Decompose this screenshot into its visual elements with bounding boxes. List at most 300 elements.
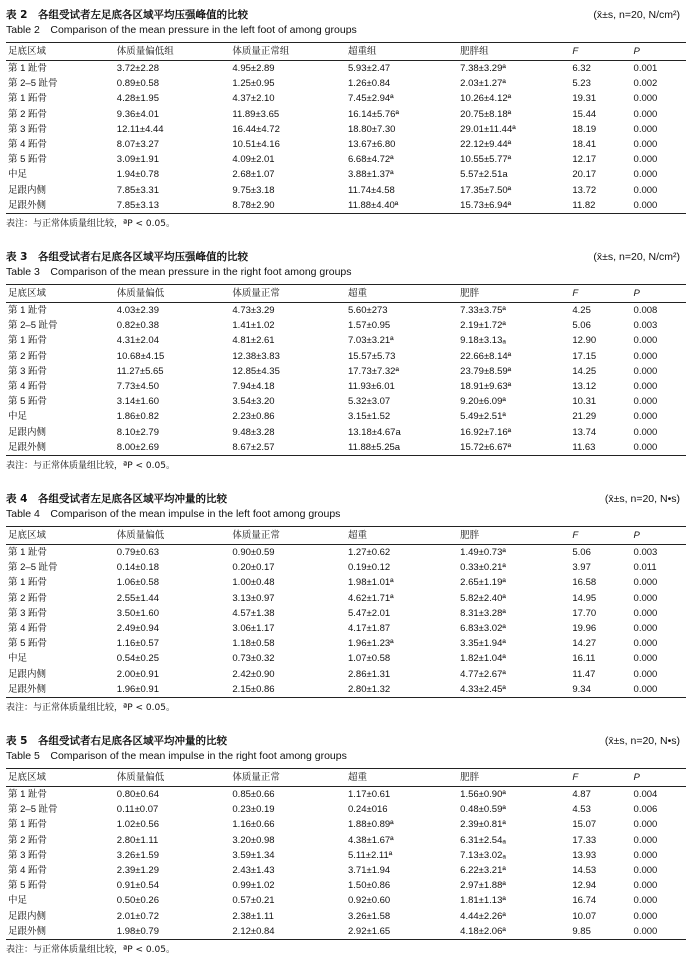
bottom-rule — [6, 213, 686, 214]
table-row — [6, 575, 686, 590]
table-cell: 2.68±1.07 — [232, 169, 275, 181]
table-row — [6, 183, 686, 198]
table-cell: 4.38±1.67ª — [347, 834, 394, 846]
table-cell: 0.90±0.59 — [232, 547, 275, 558]
column-header: P — [633, 530, 640, 541]
table-cell: 0.85±0.66 — [232, 789, 275, 800]
table-cell: 18.91±9.63ª — [460, 381, 512, 393]
table-cell: 14.95 — [572, 592, 597, 604]
table-cell: 中足 — [8, 411, 28, 423]
table-cell: 第 2–5 趾骨 — [8, 804, 58, 816]
table-row — [6, 591, 686, 606]
table-cell: 中足 — [8, 895, 28, 907]
column-header: 肥胖组 — [460, 46, 489, 57]
table-cell: 0.001 — [633, 63, 658, 74]
table-cell: 8.78±2.90 — [232, 199, 275, 211]
table-cell: 17.73±7.32ª — [347, 365, 399, 377]
column-header: F — [572, 772, 579, 783]
table-cell: 5.32±3.07 — [347, 396, 391, 408]
table-row — [6, 636, 686, 651]
table-row — [6, 667, 686, 682]
table-stats-note: (x̄±s, n=20, N•s) — [604, 735, 680, 747]
table-row — [6, 91, 686, 106]
table-cell: 7.94±4.18 — [232, 381, 275, 393]
table-cell: 13.72 — [572, 184, 597, 196]
table-cell: 4.53 — [572, 804, 591, 816]
table-cell: 第 1 趾骨 — [8, 789, 48, 800]
table-cell: 10.26±4.12ª — [460, 93, 512, 105]
table-cell: 5.06 — [572, 547, 591, 558]
table-cell: 2.80±1.11 — [116, 834, 159, 846]
table-cell: 11.63 — [572, 441, 596, 453]
table-cell: 0.73±0.32 — [232, 653, 275, 665]
table-row — [6, 137, 686, 152]
table-title-cn-text: 表 2 各组受试者左足底各区域平均压强峰值的比较 — [6, 9, 248, 21]
table-cell: 0.000 — [633, 910, 658, 922]
table-cell: 1.02±0.56 — [116, 819, 159, 831]
table-cell: 4.81±2.61 — [232, 335, 275, 347]
table-cell: 10.68±4.15 — [116, 350, 165, 362]
table-cell: 15.07 — [572, 819, 597, 831]
table-cell: 0.000 — [633, 865, 658, 877]
table-cell: 4.03±2.39 — [116, 305, 159, 316]
table-cell: 0.11±0.07 — [116, 804, 159, 816]
table-cell: 1.07±0.58 — [347, 653, 391, 665]
table-cell: 8.10±2.79 — [116, 426, 159, 438]
table-cell: 3.54±3.20 — [232, 396, 275, 408]
table-row — [6, 787, 686, 803]
table-cell: 3.71±1.94 — [347, 865, 391, 877]
table-cell: 2.01±0.72 — [116, 910, 159, 922]
table-cell: 0.000 — [633, 819, 658, 831]
table-cell: 第 1 趾骨 — [8, 305, 48, 316]
table-cell: 13.93 — [572, 849, 597, 861]
table-grid — [6, 527, 686, 697]
table-cell: 15.72±6.67ª — [460, 441, 512, 453]
table-row — [6, 303, 686, 319]
table-cell: 3.50±1.60 — [116, 607, 159, 619]
table-cell: 第 1 跖骨 — [8, 93, 48, 105]
table-cell: 2.97±1.88ª — [460, 880, 506, 892]
table-cell: 16.58 — [572, 577, 597, 589]
table-cell: 5.06 — [572, 320, 591, 332]
table-cell: 16.92±7.16ª — [460, 426, 512, 438]
column-header: F — [572, 530, 579, 541]
table-cell: 第 2 跖骨 — [8, 350, 48, 362]
table-cell: 8.31±3.28ª — [460, 607, 506, 619]
table-cell: 0.50±0.26 — [116, 895, 159, 907]
column-header: 体质量正常 — [232, 288, 280, 299]
table-title-en: Table 5 Comparison of the mean impulse in the right foot among groups — [6, 750, 347, 762]
data-table-2 — [6, 8, 686, 231]
table-cell: 第 1 跖骨 — [8, 335, 48, 347]
table-row — [6, 802, 686, 817]
table-title-en: Table 4 Comparison of the mean impulse in the left foot among groups — [6, 508, 341, 520]
table-cell: 11.88±5.25a — [347, 441, 401, 453]
table-cell: 0.99±1.02 — [232, 880, 275, 892]
column-header: 肥胖 — [460, 530, 480, 541]
table-cell: 0.002 — [633, 78, 658, 90]
table-cell: 17.33 — [572, 834, 597, 846]
table-grid — [6, 285, 686, 455]
table-cell: 5.93±2.47 — [347, 63, 391, 74]
table-cell: 9.85 — [572, 925, 591, 937]
table-row — [6, 848, 686, 863]
table-row — [6, 409, 686, 424]
table-cell: 4.37±2.10 — [232, 93, 275, 105]
table-cell: 15.73±6.94ª — [460, 199, 512, 211]
table-cell: 足跟内侧 — [8, 668, 47, 680]
table-cell: 5.49±2.51ª — [460, 411, 506, 423]
table-cell: 0.004 — [633, 789, 658, 800]
table-cell: 6.68±4.72ª — [347, 154, 394, 166]
table-cell: 第 2 跖骨 — [8, 834, 48, 846]
table-cell: 1.41±1.02 — [232, 320, 275, 332]
table-cell: 第 2 跖骨 — [8, 108, 48, 120]
table-cell: 0.000 — [633, 139, 658, 151]
table-cell: 第 4 跖骨 — [8, 865, 48, 877]
table-cell: 0.000 — [633, 154, 658, 166]
table-cell: 1.00±0.48 — [232, 577, 275, 589]
table-cell: 5.11±2.11ª — [347, 849, 393, 861]
table-cell: 13.12 — [572, 381, 597, 393]
table-cell: 10.55±5.77ª — [460, 154, 512, 166]
table-cell: 0.54±0.25 — [116, 653, 159, 665]
table-cell: 0.48±0.59ª — [460, 804, 506, 816]
table-cell: 0.19±0.12 — [347, 562, 391, 574]
table-cell: 3.59±1.34 — [232, 849, 275, 861]
table-cell: 3.97 — [572, 562, 591, 574]
table-cell: 足跟内侧 — [8, 426, 47, 438]
table-cell: 2.15±0.86 — [232, 683, 275, 695]
table-cell: 0.000 — [633, 577, 658, 589]
table-cell: 0.008 — [633, 305, 658, 316]
table-stats-note: (x̄±s, n=20, N/cm²) — [593, 251, 680, 263]
table-title-en: Table 3 Comparison of the mean pressure in the right foot among groups — [6, 266, 352, 278]
table-cell: 18.41 — [572, 139, 597, 151]
table-cell: 第 4 跖骨 — [8, 139, 48, 151]
table-row — [6, 333, 686, 348]
column-header: 足底区域 — [8, 530, 47, 541]
table-cell: 第 1 趾骨 — [8, 547, 48, 558]
table-cell: 3.72±2.28 — [116, 63, 159, 74]
table-cell: 5.82±2.40ª — [460, 592, 506, 604]
table-cell: 29.01±11.44ª — [460, 123, 516, 135]
table-cell: 第 3 跖骨 — [8, 365, 48, 377]
table-cell: 1.06±0.58 — [116, 577, 159, 589]
table-cell: 15.44 — [572, 108, 597, 120]
table-cell: 2.55±1.44 — [116, 592, 159, 604]
table-cell: 8.07±3.27 — [116, 139, 159, 151]
table-footnote: 表注：与正常体质量组比较，ªP < 0.05。 — [6, 461, 175, 472]
table-cell: 13.67±6.80 — [347, 139, 396, 151]
table-cell: 22.12±9.44ª — [460, 139, 512, 151]
table-cell: 6.31±2.54ₐ — [460, 834, 506, 846]
table-cell: 12.38±3.83 — [232, 350, 280, 362]
column-header: F — [572, 46, 579, 57]
table-cell: 10.31 — [572, 396, 597, 408]
table-cell: 9.75±3.18 — [232, 184, 275, 196]
column-header: 体质量正常 — [232, 530, 280, 541]
table-row — [6, 682, 686, 697]
table-cell: 0.80±0.64 — [116, 789, 159, 800]
table-cell: 1.25±0.95 — [232, 78, 275, 90]
table-cell: 9.18±3.13ₐ — [460, 335, 506, 347]
table-cell: 20.75±8.18ª — [460, 108, 512, 120]
table-cell: 1.98±0.79 — [116, 925, 159, 937]
table-row — [6, 833, 686, 848]
table-cell: 中足 — [8, 653, 28, 665]
table-cell: 第 2–5 趾骨 — [8, 78, 58, 90]
table-cell: 5.23 — [572, 78, 591, 90]
header-row — [6, 285, 686, 303]
table-cell: 0.000 — [633, 925, 658, 937]
table-cell: 21.29 — [572, 411, 597, 423]
table-title-cn — [6, 250, 686, 265]
table-cell: 0.003 — [633, 547, 658, 558]
table-cell: 1.81±1.13ª — [460, 895, 506, 907]
table-cell: 7.45±2.94ª — [347, 93, 394, 105]
table-cell: 12.11±4.44 — [116, 123, 164, 135]
column-header: 体质量正常 — [232, 772, 280, 783]
column-header: F — [572, 288, 579, 299]
table-row — [6, 394, 686, 409]
table-cell: 0.89±0.58 — [116, 78, 159, 90]
table-cell: 0.000 — [633, 683, 658, 695]
table-cell: 20.17 — [572, 169, 597, 181]
column-header: 体质量正常组 — [232, 46, 290, 57]
table-cell: 17.15 — [572, 350, 597, 362]
table-cell: 11.88±4.40ª — [347, 199, 399, 211]
table-cell: 0.000 — [633, 184, 658, 196]
table-row — [6, 318, 686, 333]
table-cell: 0.000 — [633, 849, 658, 861]
table-cell: 0.003 — [633, 320, 658, 332]
table-cell: 4.17±1.87 — [347, 623, 391, 635]
header-row — [6, 527, 686, 545]
table-cell: 足跟内侧 — [8, 910, 47, 922]
table-cell: 11.89±3.65 — [232, 108, 280, 120]
column-header: 足底区域 — [8, 288, 47, 299]
table-cell: 第 3 跖骨 — [8, 607, 48, 619]
table-cell: 0.000 — [633, 426, 658, 438]
table-cell: 第 1 跖骨 — [8, 819, 48, 831]
table-cell: 11.47 — [572, 668, 596, 680]
bottom-rule — [6, 455, 686, 456]
table-cell: 14.25 — [572, 365, 597, 377]
table-cell: 4.44±2.26ª — [460, 910, 506, 922]
table-cell: 16.11 — [572, 653, 596, 665]
column-header: 体质量偏低 — [116, 530, 165, 541]
table-cell: 足跟外侧 — [8, 199, 47, 211]
table-cell: 5.57±2.51a — [460, 169, 508, 181]
table-cell: 2.12±0.84 — [232, 925, 275, 937]
table-cell: 9.48±3.28 — [232, 426, 275, 438]
table-cell: 第 5 跖骨 — [8, 638, 48, 650]
table-cell: 0.000 — [633, 411, 658, 423]
table-cell: 2.03±1.27ª — [460, 78, 506, 90]
table-cell: 13.18±4.67a — [347, 426, 401, 438]
table-cell: 7.13±3.02ₐ — [460, 849, 506, 861]
table-cell: 3.15±1.52 — [347, 411, 391, 423]
table-cell: 0.000 — [633, 592, 658, 604]
table-cell: 4.73±3.29 — [232, 305, 275, 316]
table-cell: 8.00±2.69 — [116, 441, 159, 453]
column-header: 超重 — [347, 288, 367, 299]
table-cell: 1.96±0.91 — [116, 683, 159, 695]
table-cell: 第 3 跖骨 — [8, 123, 48, 135]
table-cell: 2.42±0.90 — [232, 668, 275, 680]
table-title-cn-text: 表 4 各组受试者左足底各区域平均冲量的比较 — [6, 493, 227, 505]
table-cell: 10.51±4.16 — [232, 139, 280, 151]
table-cell: 2.65±1.19ª — [460, 577, 506, 589]
table-cell: 第 1 跖骨 — [8, 577, 48, 589]
table-cell: 17.70 — [572, 607, 597, 619]
table-cell: 第 2 跖骨 — [8, 592, 48, 604]
table-cell: 1.88±0.89ª — [347, 819, 394, 831]
table-cell: 第 1 趾骨 — [8, 63, 48, 74]
table-cell: 4.18±2.06ª — [460, 925, 506, 937]
table-cell: 0.57±0.21 — [232, 895, 275, 907]
table-cell: 第 5 跖骨 — [8, 154, 48, 166]
table-cell: 1.50±0.86 — [347, 880, 391, 892]
table-cell: 0.33±0.21ª — [460, 562, 506, 574]
table-cell: 14.53 — [572, 865, 597, 877]
table-cell: 0.000 — [633, 441, 658, 453]
table-cell: 22.66±8.14ª — [460, 350, 512, 362]
table-cell: 0.91±0.54 — [116, 880, 159, 892]
table-cell: 0.000 — [633, 396, 658, 408]
header-row — [6, 43, 686, 61]
table-cell: 0.14±0.18 — [116, 562, 159, 574]
table-cell: 2.80±1.32 — [347, 683, 391, 695]
table-cell: 4.09±2.01 — [232, 154, 275, 166]
table-cell: 2.49±0.94 — [116, 623, 159, 635]
table-stats-note: (x̄±s, n=20, N•s) — [604, 493, 680, 505]
table-cell: 0.92±0.60 — [347, 895, 391, 907]
table-cell: 4.28±1.95 — [116, 93, 159, 105]
table-cell: 0.000 — [633, 199, 658, 211]
table-cell: 2.00±0.91 — [116, 668, 159, 680]
table-cell: 0.011 — [633, 562, 657, 574]
table-cell: 0.000 — [633, 335, 658, 347]
table-cell: 7.85±3.13 — [116, 199, 159, 211]
table-row — [6, 651, 686, 666]
table-row — [6, 893, 686, 908]
table-cell: 23.79±8.59ª — [460, 365, 512, 377]
table-cell: 16.14±5.76ª — [347, 108, 399, 120]
table-row — [6, 349, 686, 364]
table-cell: 0.000 — [633, 350, 658, 362]
data-table-5 — [6, 734, 686, 957]
column-header: 足底区域 — [8, 46, 47, 57]
table-cell: 0.006 — [633, 804, 658, 816]
table-row — [6, 152, 686, 167]
column-header: 足底区域 — [8, 772, 47, 783]
table-row — [6, 560, 686, 575]
table-row — [6, 863, 686, 878]
table-cell: 1.98±1.01ª — [347, 577, 394, 589]
table-cell: 4.87 — [572, 789, 591, 800]
table-cell: 6.22±3.21ª — [460, 865, 506, 877]
table-row — [6, 924, 686, 939]
table-cell: 0.000 — [633, 895, 658, 907]
table-row — [6, 379, 686, 394]
table-cell: 0.000 — [633, 123, 658, 135]
table-row — [6, 122, 686, 137]
table-cell: 足跟内侧 — [8, 184, 47, 196]
table-title-en: Table 2 Comparison of the mean pressure in the left foot of among groups — [6, 24, 357, 36]
table-cell: 2.39±0.81ª — [460, 819, 506, 831]
table-row — [6, 817, 686, 832]
table-cell: 0.20±0.17 — [232, 562, 275, 574]
table-cell: 4.25 — [572, 305, 591, 316]
table-cell: 14.27 — [572, 638, 597, 650]
table-cell: 0.24±016 — [347, 804, 388, 816]
table-cell: 3.26±1.58 — [347, 910, 391, 922]
table-cell: 第 2–5 趾骨 — [8, 320, 58, 332]
table-row — [6, 61, 686, 77]
table-cell: 0.000 — [633, 623, 658, 635]
column-header: 超重组 — [347, 46, 377, 57]
table-cell: 4.77±2.67ª — [460, 668, 506, 680]
table-title-cn — [6, 8, 686, 23]
table-cell: 1.56±0.90ª — [460, 789, 506, 800]
table-cell: 11.93±6.01 — [347, 381, 395, 393]
table-cell: 1.49±0.73ª — [460, 547, 506, 558]
table-cell: 2.92±1.65 — [347, 925, 391, 937]
table-cell: 7.73±4.50 — [116, 381, 159, 393]
table-cell: 0.000 — [633, 638, 658, 650]
table-cell: 16.44±4.72 — [232, 123, 280, 135]
table-row — [6, 909, 686, 924]
table-cell: 第 5 跖骨 — [8, 880, 48, 892]
table-cell: 足跟外侧 — [8, 683, 47, 695]
table-cell: 18.80±7.30 — [347, 123, 396, 135]
table-cell: 1.26±0.84 — [347, 78, 391, 90]
table-cell: 第 4 跖骨 — [8, 623, 48, 635]
table-cell: 2.23±0.86 — [232, 411, 275, 423]
table-cell: 0.79±0.63 — [116, 547, 159, 558]
table-cell: 5.47±2.01 — [347, 607, 391, 619]
table-row — [6, 198, 686, 213]
table-cell: 7.38±3.29ª — [460, 63, 506, 74]
table-cell: 4.95±2.89 — [232, 63, 275, 74]
data-table-4 — [6, 492, 686, 715]
bottom-rule — [6, 939, 686, 940]
table-cell: 0.000 — [633, 668, 658, 680]
table-row — [6, 76, 686, 91]
table-row — [6, 364, 686, 379]
table-cell: 15.57±5.73 — [347, 350, 396, 362]
column-header: 肥胖 — [460, 772, 480, 783]
table-cell: 3.06±1.17 — [232, 623, 275, 635]
table-cell: 1.27±0.62 — [347, 547, 391, 558]
table-row — [6, 440, 686, 455]
table-cell: 17.35±7.50ª — [460, 184, 512, 196]
table-cell: 5.60±273 — [347, 305, 388, 316]
table-grid — [6, 43, 686, 213]
table-cell: 7.03±3.21ª — [347, 335, 394, 347]
table-footnote: 表注：与正常体质量组比较，ªP < 0.05。 — [6, 945, 175, 956]
table-cell: 9.20±6.09ª — [460, 396, 506, 408]
table-cell: 19.31 — [572, 93, 597, 105]
table-cell: 0.000 — [633, 653, 658, 665]
table-cell: 11.27±5.65 — [116, 365, 164, 377]
column-header: 肥胖 — [460, 288, 480, 299]
table-title-cn — [6, 492, 686, 507]
table-cell: 8.67±2.57 — [232, 441, 275, 453]
